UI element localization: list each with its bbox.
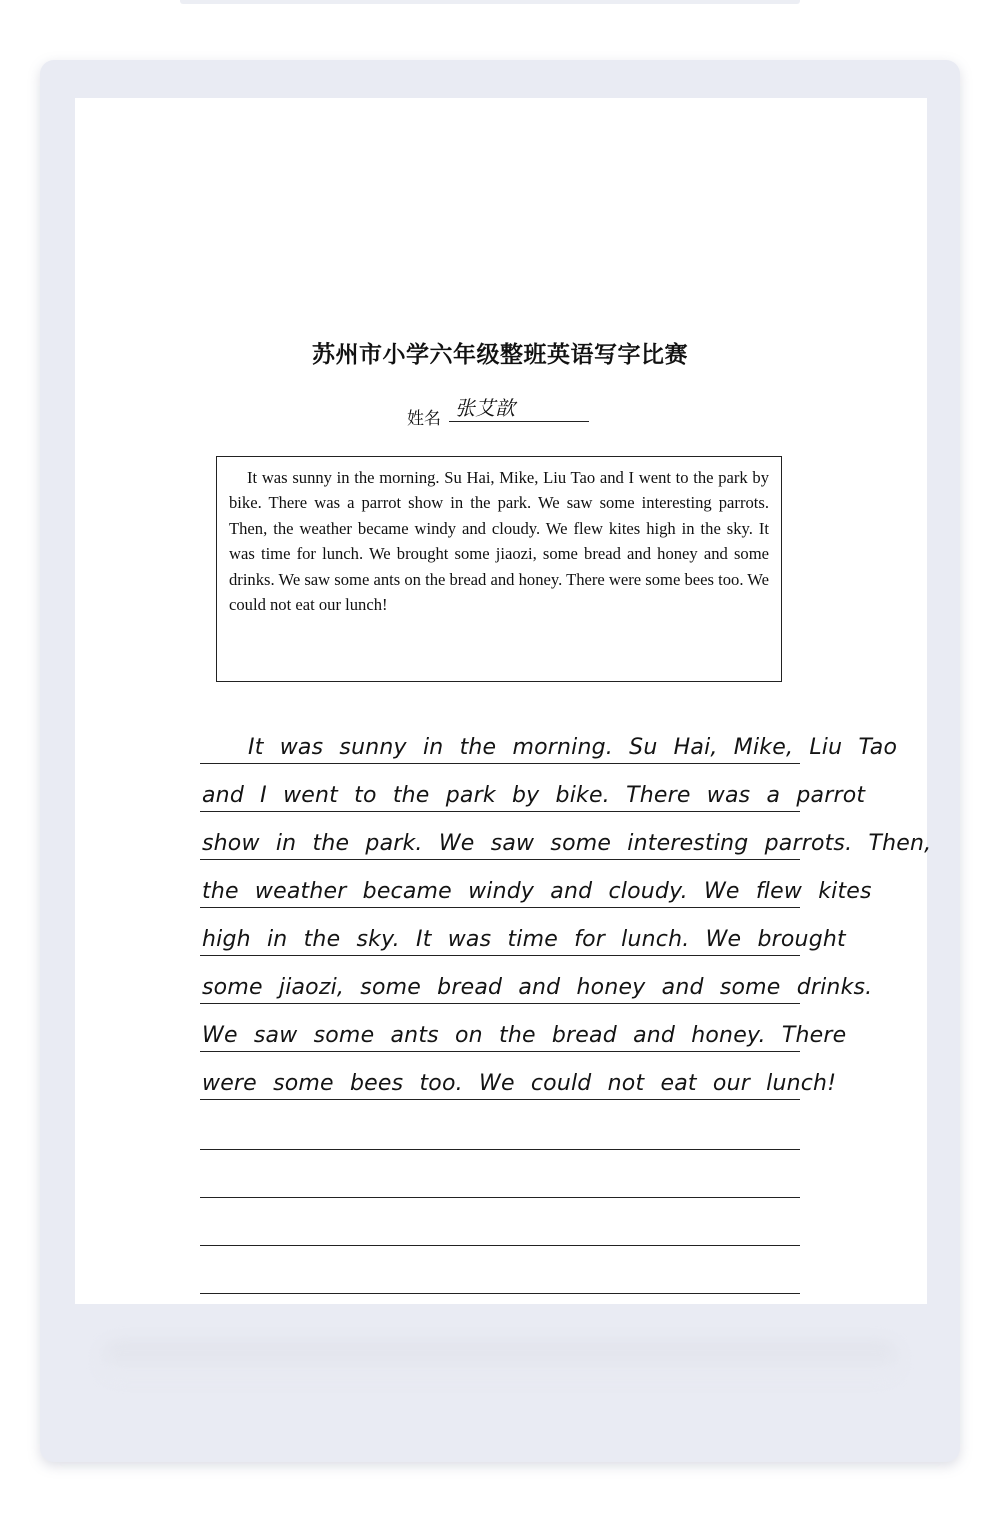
name-handwritten: 张艾歆 bbox=[449, 398, 589, 422]
handwritten-line-8: were some bees too. We could not eat our lunch! bbox=[202, 1071, 837, 1096]
frame-shadow bbox=[100, 1340, 900, 1380]
writing-line bbox=[200, 716, 898, 764]
handwritten-line-1: It was sunny in the morning. Su Hai, Mike, Liu Tao bbox=[248, 735, 898, 760]
handwriting-lines bbox=[200, 716, 932, 1294]
blank-writing-line bbox=[200, 1150, 800, 1198]
handwritten-line-2: and I went to the park by bike. There was a parrot bbox=[202, 783, 866, 808]
blank-writing-line bbox=[200, 1246, 800, 1294]
handwritten-line-4: the weather became windy and cloudy. We flew kites bbox=[202, 879, 872, 904]
name-label: 姓名 bbox=[407, 409, 441, 429]
writing-line bbox=[200, 956, 873, 1004]
handwritten-line-5: high in the sky. It was time for lunch. We brought bbox=[202, 927, 846, 952]
writing-line bbox=[200, 812, 932, 860]
worksheet-title: 苏州市小学六年级整班英语写字比赛 bbox=[312, 342, 688, 368]
writing-line bbox=[200, 1004, 847, 1052]
blank-writing-line bbox=[200, 1198, 800, 1246]
printed-passage-box: It was sunny in the morning. Su Hai, Mike, Liu Tao and I went to the park by bike. There was a parrot show in the park. We saw some interesting parrots. Then, the weather became windy and cloudy. We flew kites high in the sky. It was time for lunch. We brought some jiaozi, some bread and honey and some drinks. We saw some ants on the bread and honey. There were some bees too. We could not eat our lunch! bbox=[216, 456, 782, 682]
handwritten-line-6: some jiaozi, some bread and honey and some drinks. bbox=[202, 975, 873, 1000]
writing-line bbox=[200, 764, 866, 812]
writing-line bbox=[200, 908, 846, 956]
writing-line bbox=[200, 860, 872, 908]
blank-writing-line bbox=[200, 1100, 800, 1150]
handwritten-line-3: show in the park. We saw some interesting parrots. Then, bbox=[202, 831, 932, 856]
writing-line bbox=[200, 1052, 837, 1100]
handwritten-line-7: We saw some ants on the bread and honey. There bbox=[202, 1023, 847, 1048]
top-edge-bar bbox=[180, 0, 800, 4]
